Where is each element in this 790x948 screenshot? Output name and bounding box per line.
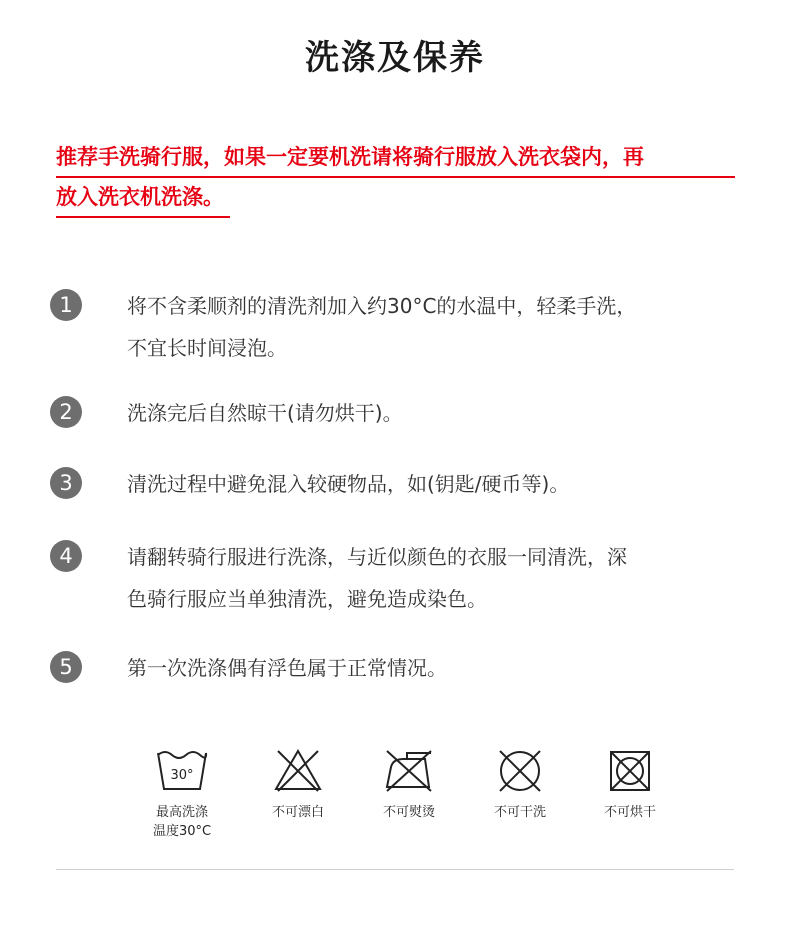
no-iron-icon	[381, 745, 437, 795]
care-symbol-label: 不可漂白	[271, 805, 324, 820]
care-symbol-no-bleach	[250, 745, 346, 822]
care-symbol-no-tumble-dry	[582, 745, 678, 822]
step-text-line: 请翻转骑行服进行洗涤，与近似颜色的衣服一同清洗，深	[127, 545, 627, 569]
care-symbols	[120, 745, 680, 855]
notice-line-2: 放入洗衣机洗涤。	[56, 178, 230, 218]
step-text	[127, 285, 749, 369]
care-symbol-label: 最高洗涤 温度30°C	[152, 805, 212, 839]
step-number: 1	[50, 289, 82, 321]
no-tumble-dry-icon	[602, 745, 658, 795]
care-symbol-wash-30	[134, 745, 230, 841]
care-symbol-label: 不可烘干	[603, 805, 656, 820]
step-text-line: 第一次洗涤偶有浮色属于正常情况。	[127, 656, 447, 680]
step-text-line: 色骑行服应当单独清洗，避免造成染色。	[127, 587, 487, 611]
wash-30-icon	[154, 745, 210, 795]
care-symbol-label: 不可熨烫	[382, 805, 435, 820]
step-text	[127, 392, 749, 434]
notice-line-1: 推荐手洗骑行服，如果一定要机洗请将骑行服放入洗衣袋内，再	[56, 138, 735, 178]
bottom-divider	[56, 869, 734, 870]
step-text	[127, 536, 749, 620]
step-text-line: 不宜长时间浸泡。	[127, 336, 287, 360]
step-number: 2	[50, 396, 82, 428]
care-symbol-no-iron	[361, 745, 457, 822]
page-title: 洗涤及保养	[305, 38, 485, 78]
wash-temperature: 30°	[170, 768, 194, 783]
machine-wash-notice	[56, 138, 746, 218]
step-number: 4	[50, 540, 82, 572]
no-dry-clean-icon	[492, 745, 548, 795]
care-symbol-no-dry-clean	[472, 745, 568, 822]
care-symbol-label: 不可干洗	[493, 805, 546, 820]
step-text	[127, 463, 749, 505]
step-number: 3	[50, 467, 82, 499]
step-text-line: 将不含柔顺剂的清洗剂加入约30°C的水温中，轻柔手洗，	[127, 294, 637, 318]
step-text-line: 洗涤完后自然晾干(请勿烘干)。	[127, 401, 403, 425]
no-bleach-icon	[270, 745, 326, 795]
step-text	[127, 647, 749, 689]
step-text-line: 清洗过程中避免混入较硬物品，如(钥匙/硬币等)。	[127, 472, 570, 496]
step-number: 5	[50, 651, 82, 683]
